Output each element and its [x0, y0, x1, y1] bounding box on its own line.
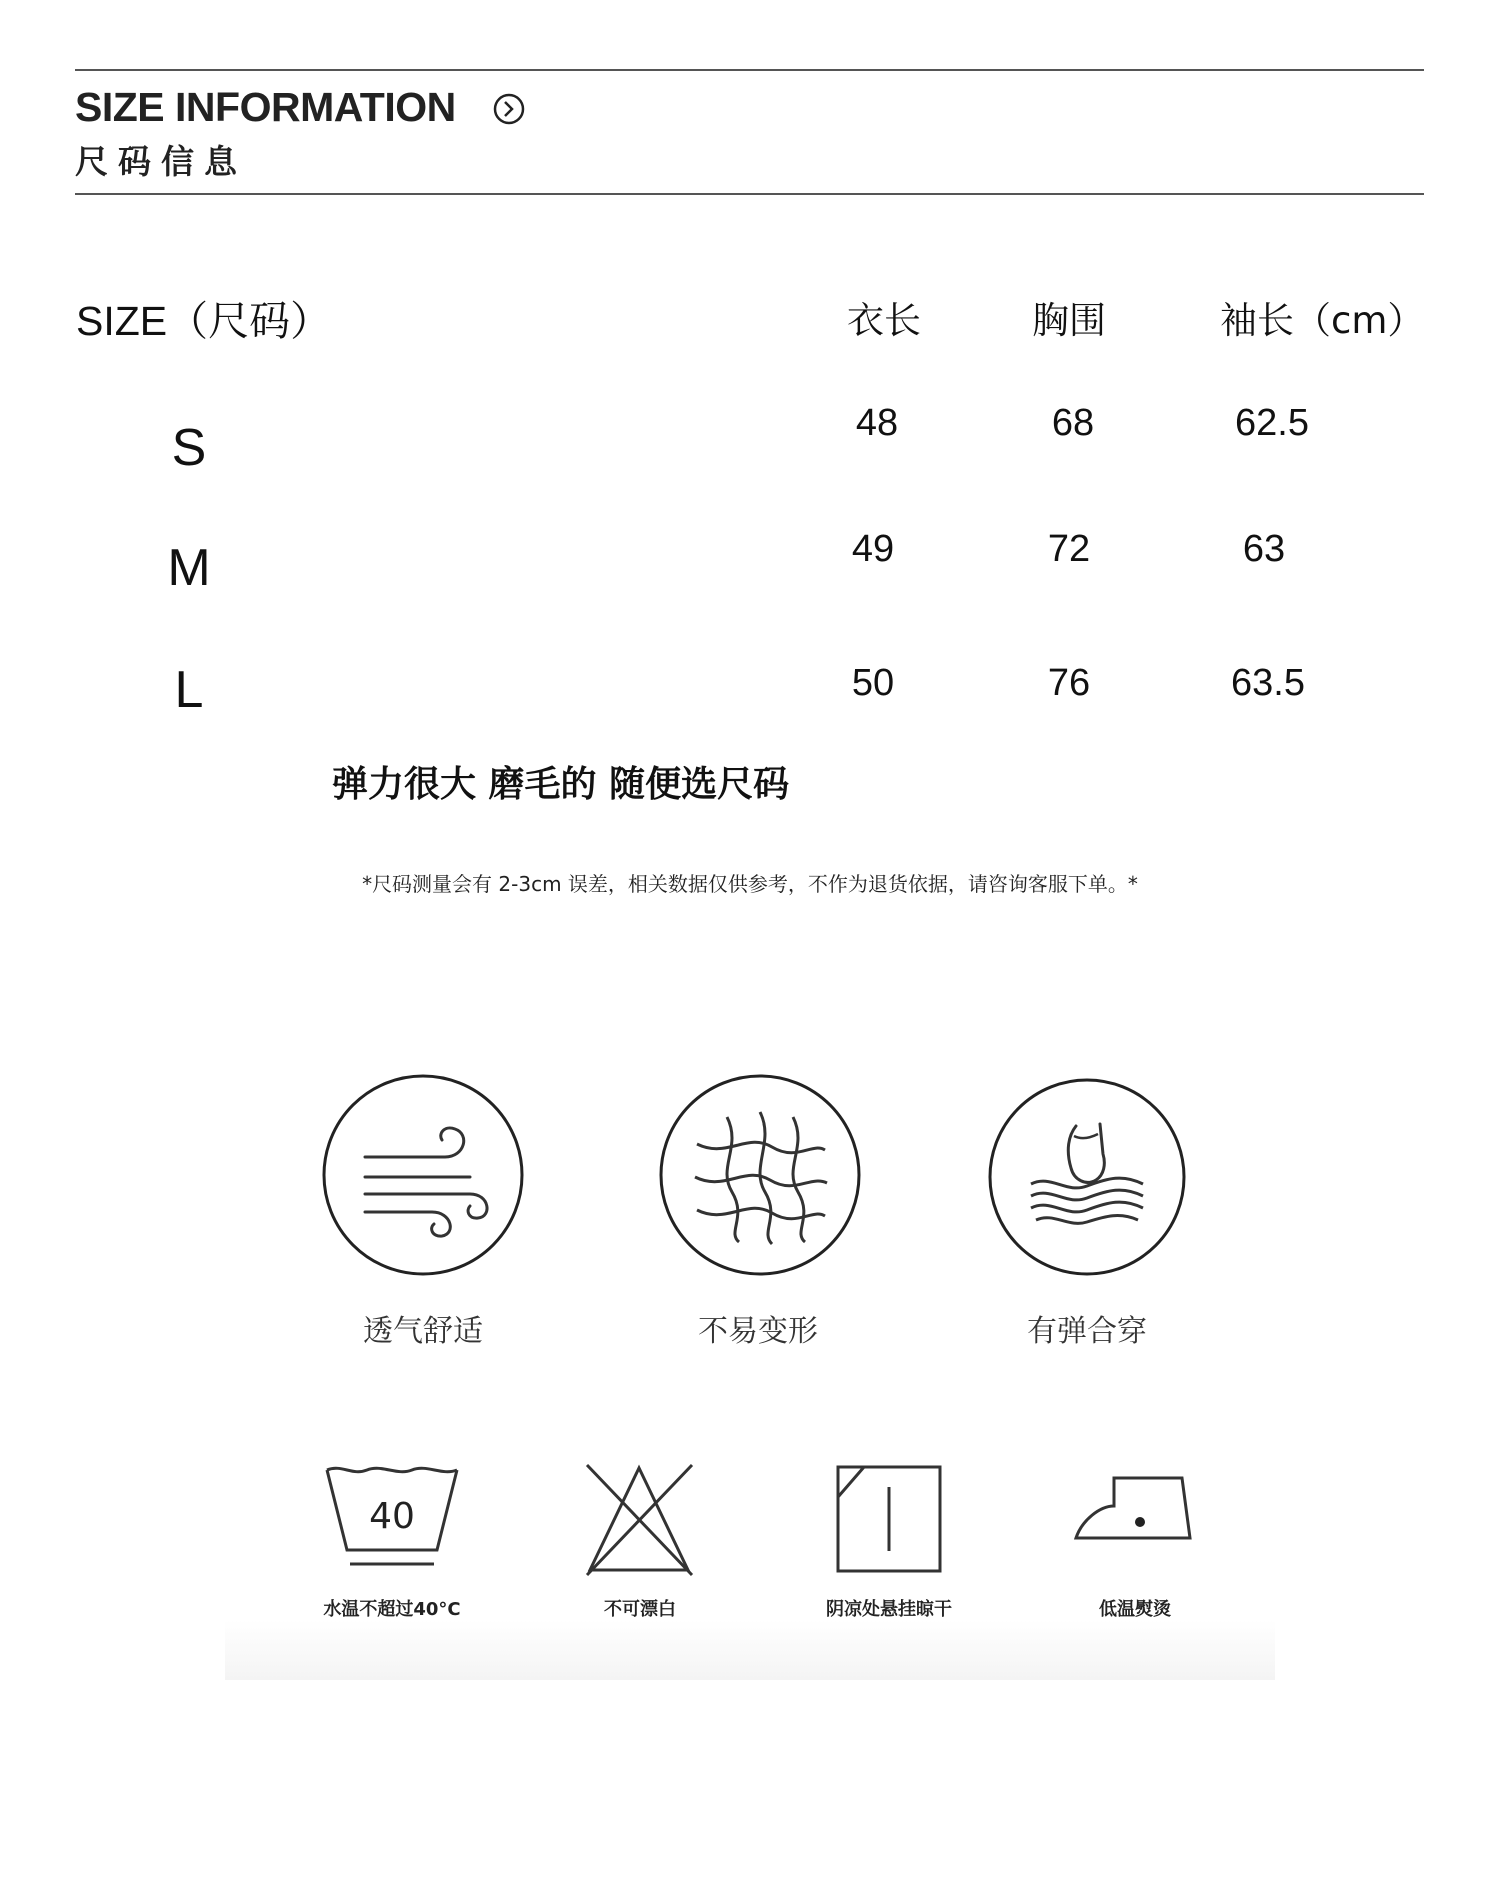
chevron-right-circle-icon: [492, 92, 526, 126]
shade-dry-icon: [834, 1463, 944, 1575]
wash-40-label: 水温不超过40°C: [323, 1599, 461, 1620]
page-title: SIZE INFORMATION: [75, 84, 456, 130]
header-divider: [75, 193, 1424, 195]
low-iron-label: 低温熨烫: [1099, 1599, 1171, 1620]
wash-40-icon: [322, 1462, 462, 1572]
sleeve-column-header: 袖长（cm）: [1220, 299, 1425, 342]
page-subtitle: 尺码信息: [75, 142, 247, 181]
stretch-label: 有弹合穿: [1027, 1314, 1147, 1349]
size-label-l: L: [174, 661, 204, 719]
length-value-m: 49: [851, 528, 895, 570]
no-bleach-icon: [582, 1460, 697, 1580]
bottom-fade: [225, 1620, 1275, 1680]
fit-note: 弹力很大 磨毛的 随便选尺码: [332, 764, 790, 805]
sleeve-value-l: 63.5: [1231, 662, 1305, 704]
size-column-header: SIZE（尺码）: [76, 298, 332, 344]
measurement-disclaimer: *尺码测量会有 2-3cm 误差，相关数据仅供参考，不作为退货依据，请咨询客服下单。*: [362, 872, 1138, 896]
chest-value-s: 68: [1051, 402, 1095, 444]
length-value-l: 50: [851, 662, 895, 704]
chest-value-l: 76: [1047, 662, 1091, 704]
breathable-label: 透气舒适: [363, 1314, 483, 1349]
chest-column-header: 胸围: [1032, 299, 1106, 342]
low-iron-icon: [1072, 1472, 1194, 1544]
shade-dry-label: 阴凉处悬挂晾干: [826, 1599, 952, 1620]
breathable-icon: [320, 1072, 526, 1278]
wash-temperature-text: 40: [369, 1496, 415, 1537]
sleeve-value-s: 62.5: [1235, 402, 1309, 444]
length-column-header: 衣长: [847, 299, 921, 342]
chest-value-m: 72: [1047, 528, 1091, 570]
sleeve-value-m: 63: [1242, 528, 1286, 570]
stretch-icon: [986, 1076, 1188, 1278]
size-label-m: M: [167, 539, 211, 597]
anti-deform-label: 不易变形: [698, 1314, 818, 1349]
size-label-s: S: [171, 419, 207, 477]
top-divider: [75, 69, 1424, 71]
no-bleach-label: 不可漂白: [604, 1599, 676, 1620]
length-value-s: 48: [855, 402, 899, 444]
anti-deform-icon: [657, 1072, 863, 1278]
